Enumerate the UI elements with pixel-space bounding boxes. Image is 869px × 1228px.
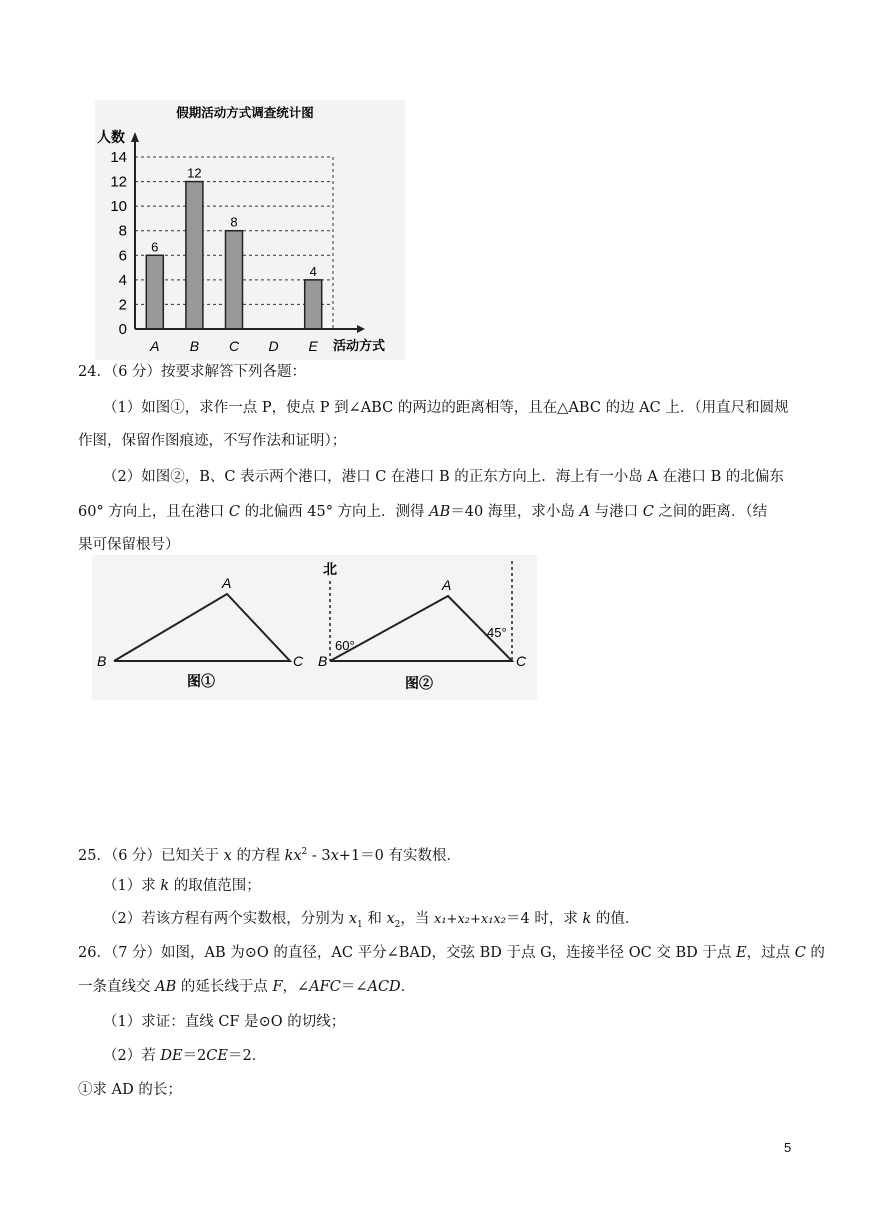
text-run: 之间的距离．（结 [653, 504, 768, 520]
text-run: ． [400, 979, 416, 995]
figure-background [92, 555, 537, 700]
var-x1: x [348, 911, 358, 927]
var-kx: kx [284, 847, 302, 864]
activity-bar-chart [95, 100, 405, 360]
data-label: 6 [151, 239, 159, 255]
var-de: DE [160, 1048, 183, 1064]
chart-background [95, 100, 405, 360]
text-run: 的取值范围； [169, 878, 261, 894]
text-run: 60° 方向上，且在港口 [78, 504, 229, 520]
var-afc: AFC [309, 979, 341, 995]
y-tick-label: 8 [118, 222, 127, 240]
y-tick-label: 2 [118, 296, 127, 314]
fig2-label-c: C [516, 653, 527, 669]
y-tick-label: 12 [110, 173, 127, 191]
var-x: x [330, 847, 339, 864]
var-k: k [582, 911, 592, 927]
text-run: ，过点 [746, 945, 795, 961]
fig1-label-a: A [222, 575, 232, 591]
text-run: 的 [805, 945, 825, 961]
var-ce: CE [206, 1048, 228, 1064]
q25-part2 [103, 909, 639, 935]
bar [305, 280, 322, 329]
fig2-caption: 图② [405, 675, 433, 691]
text-run: （1）求 [103, 878, 161, 894]
q26-subpart1: ①求 AD 的长； [78, 1082, 182, 1098]
var-ab: AB [155, 979, 177, 995]
text-run: ，当 [400, 911, 435, 927]
var-c: C [642, 504, 654, 520]
data-label: 12 [187, 165, 202, 181]
x-tick-label: E [308, 338, 318, 354]
y-tick-label: 10 [110, 198, 127, 216]
q24-part1-line2: 作图，保留作图痕迹，不写作法和证明）； [78, 433, 347, 449]
q24-part2-line2 [78, 502, 767, 522]
text-run: ＝∠ [340, 979, 368, 995]
text-run: - 3 [307, 847, 331, 864]
page-number: 5 [784, 1140, 792, 1155]
text-run: （6 分）已知关于 [110, 847, 224, 864]
fig2-north-label: 北 [323, 561, 337, 577]
q26-line2 [78, 977, 415, 997]
y-tick-label: 4 [118, 271, 127, 289]
data-label: 8 [230, 214, 238, 230]
bar [226, 231, 243, 329]
text-run: ＝40 海里，求小岛 [450, 504, 580, 520]
text-run: 和 [362, 911, 387, 927]
fig2-angle-45: 45° [487, 625, 507, 640]
q25-number: 25． [78, 847, 111, 864]
text-run: 一条直线交 [78, 979, 156, 995]
var-c: C [794, 945, 806, 961]
subscript: 2 [394, 919, 401, 930]
q26-number: 26． [78, 945, 111, 961]
y-tick-label: 14 [110, 149, 127, 166]
triangle-figures [92, 555, 537, 700]
fig1-label-c: C [293, 653, 304, 669]
var-a: A [579, 504, 590, 520]
text-run: （7 分）如图，AB 为⊙O 的直径，AC 平分∠BAD，交弦 BD 于点 G，连接半径 OC 交 BD 于点 [110, 945, 736, 961]
text-run: ＝2 [182, 1048, 207, 1064]
x-tick-label: A [150, 338, 160, 354]
bar [186, 182, 203, 329]
q24-score: （6 分）按要求解答下列各题： [110, 364, 307, 380]
text-run: 与港口 [589, 504, 643, 520]
chart-x-label: 活动方式 [333, 338, 386, 353]
subscript: 1 [357, 919, 363, 930]
expression: x₁+x₂+x₁x₂ [434, 912, 506, 927]
text-run: ，∠ [282, 979, 310, 995]
text-run: ＝4 时，求 [505, 911, 583, 927]
fig2-label-b: B [318, 653, 328, 669]
q26-part1: （1）求证：直线 CF 是⊙O 的切线； [103, 1014, 346, 1030]
exponent: 2 [301, 847, 308, 857]
q26-line1 [78, 943, 825, 963]
x-tick-label: D [268, 338, 279, 354]
q25-heading [78, 842, 461, 866]
text-run: ＝2． [227, 1048, 267, 1064]
x-tick-label: C [228, 338, 240, 354]
bar [146, 255, 163, 329]
text-run: （2）若该方程有两个实数根，分别为 [103, 911, 349, 927]
y-tick-label: 6 [118, 247, 127, 265]
q24-part2-line3: 果可保留根号） [78, 537, 180, 553]
q24-part1-line1: （1）如图①，求作一点 P，使点 P 到∠ABC 的两边的距离相等，且在△ABC 的边 AC 上．（用直尺和圆规 [103, 400, 789, 416]
var-x2: x [386, 911, 395, 927]
var-f: F [272, 979, 283, 995]
chart-title: 假期活动方式调查统计图 [176, 106, 314, 120]
x-tick-label: B [189, 338, 200, 354]
fig1-caption: 图① [187, 673, 215, 689]
q24-number: 24． [78, 364, 111, 380]
y-tick-label: 0 [118, 321, 127, 338]
data-label: 4 [309, 263, 317, 279]
var-ab: AB [429, 504, 451, 520]
chart-y-label: 人数 [97, 129, 125, 145]
fig2-angle-60: 60° [335, 638, 355, 653]
fig1-label-b: B [97, 653, 107, 669]
var-acd: ACD [367, 979, 401, 995]
q24-heading [78, 362, 306, 382]
var-k: k [160, 878, 170, 894]
text-run: 的值． [591, 911, 640, 927]
var-e: E [736, 945, 747, 961]
q26-part2 [103, 1046, 266, 1066]
q24-part2-line1: （2）如图②，B、C 表示两个港口，港口 C 在港口 B 的正东方向上．海上有一小岛 A 在港口 B 的北偏东 [103, 469, 784, 485]
text-run: 的延长线于点 [176, 979, 273, 995]
text-run: +1＝0 有实数根． [338, 847, 462, 864]
fig2-label-a: A [442, 577, 452, 593]
q25-part1 [103, 876, 261, 896]
text-run: 的方程 [231, 847, 285, 864]
var-x: x [223, 847, 232, 864]
text-run: 的北偏西 45° 方向上．测得 [240, 504, 430, 520]
var-c: C [228, 504, 241, 520]
text-run: （2）若 [103, 1048, 161, 1064]
